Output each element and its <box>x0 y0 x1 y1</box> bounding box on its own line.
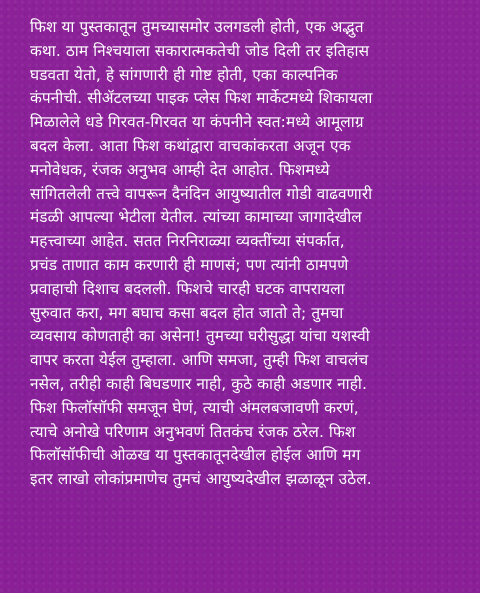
blurb-line-8: सांगितलेली तत्त्वे वापरून दैनंदिन आयुष्यातील गोडी वाढवणारी <box>30 184 373 203</box>
blurb-line-15: वापर करता येईल तुम्हाला. आणि समजा, तुम्ही फिश वाचलंच <box>30 351 369 370</box>
blurb-line-12: प्रवाहाची दिशाच बदलली. फिशचे चारही घटक वापरायला <box>30 279 345 298</box>
blurb-line-1: फिश या पुस्तकातून तुमच्यासमोर उलगडली होती, एक अद्भुत <box>30 18 364 36</box>
blurb-line-6: बदल केला. आता फिश कथांद्वारा वाचकांकरता अजून एक <box>30 136 351 155</box>
blurb-line-9: मंडळी आपल्या भेटीला येतील. त्यांच्या कामाच्या जागादेखील <box>30 208 362 227</box>
blurb-line-18: त्याचे अनोखे परिणाम अनुभवणं तितकंच रंजक ठरेल. फिश <box>30 422 356 441</box>
blurb-line-13: सुरुवात करा, मग बघाच कसा बदल होत जातो ते; तुमचा <box>30 303 344 322</box>
blurb-line-20: इतर लाखो लोकांप्रमाणेच तुमचं आयुष्यदेखील झळाळून उठेल. <box>30 470 372 489</box>
blurb-line-5: मिळालेले धडे गिरवत-गिरवत या कंपनीने स्वत:मध्ये आमूलाग्र <box>30 113 364 132</box>
blurb-line-10: महत्त्वाच्या आहेत. सतत निरनिराळ्या व्यक्तींच्या संपर्कात, <box>30 232 345 251</box>
blurb-paragraph <box>30 16 456 492</box>
blurb-line-11: प्रचंड ताणात काम करणारी ही माणसं; पण त्यांनी ठामपणे <box>30 255 349 274</box>
blurb-line-4: कंपनीची. सीॲटलच्या पाइक प्लेस फिश मार्केटमध्ये शिकायला <box>30 89 373 108</box>
blurb-line-7: मनोवेधक, रंजक अनुभव आम्ही देत आहोत. फिशमध्ये <box>30 160 330 179</box>
blurb-line-19: फिलॉसॉफीची ओळख या पुस्तकातूनदेखील होईल आणि मग <box>30 446 361 465</box>
blurb-line-3: घडवता येतो, हे सांगणारी ही गोष्ट होती, एका काल्पनिक <box>30 65 338 84</box>
blurb-line-16: नसेल, तरीही काही बिघडणार नाही, कुठे काही अडणार नाही. <box>30 374 367 393</box>
blurb-line-14: व्यवसाय कोणताही का असेना! तुमच्या घरीसुद्धा यांचा यशस्वी <box>30 327 370 346</box>
blurb-line-2: कथा. ठाम निश्चयाला सकारात्मकतेची जोड दिली तर इतिहास <box>30 41 370 60</box>
blurb-line-17: फिश फिलॉसॉफी समजून घेणं, त्याची अंमलबजावणी करणं, <box>30 398 359 417</box>
